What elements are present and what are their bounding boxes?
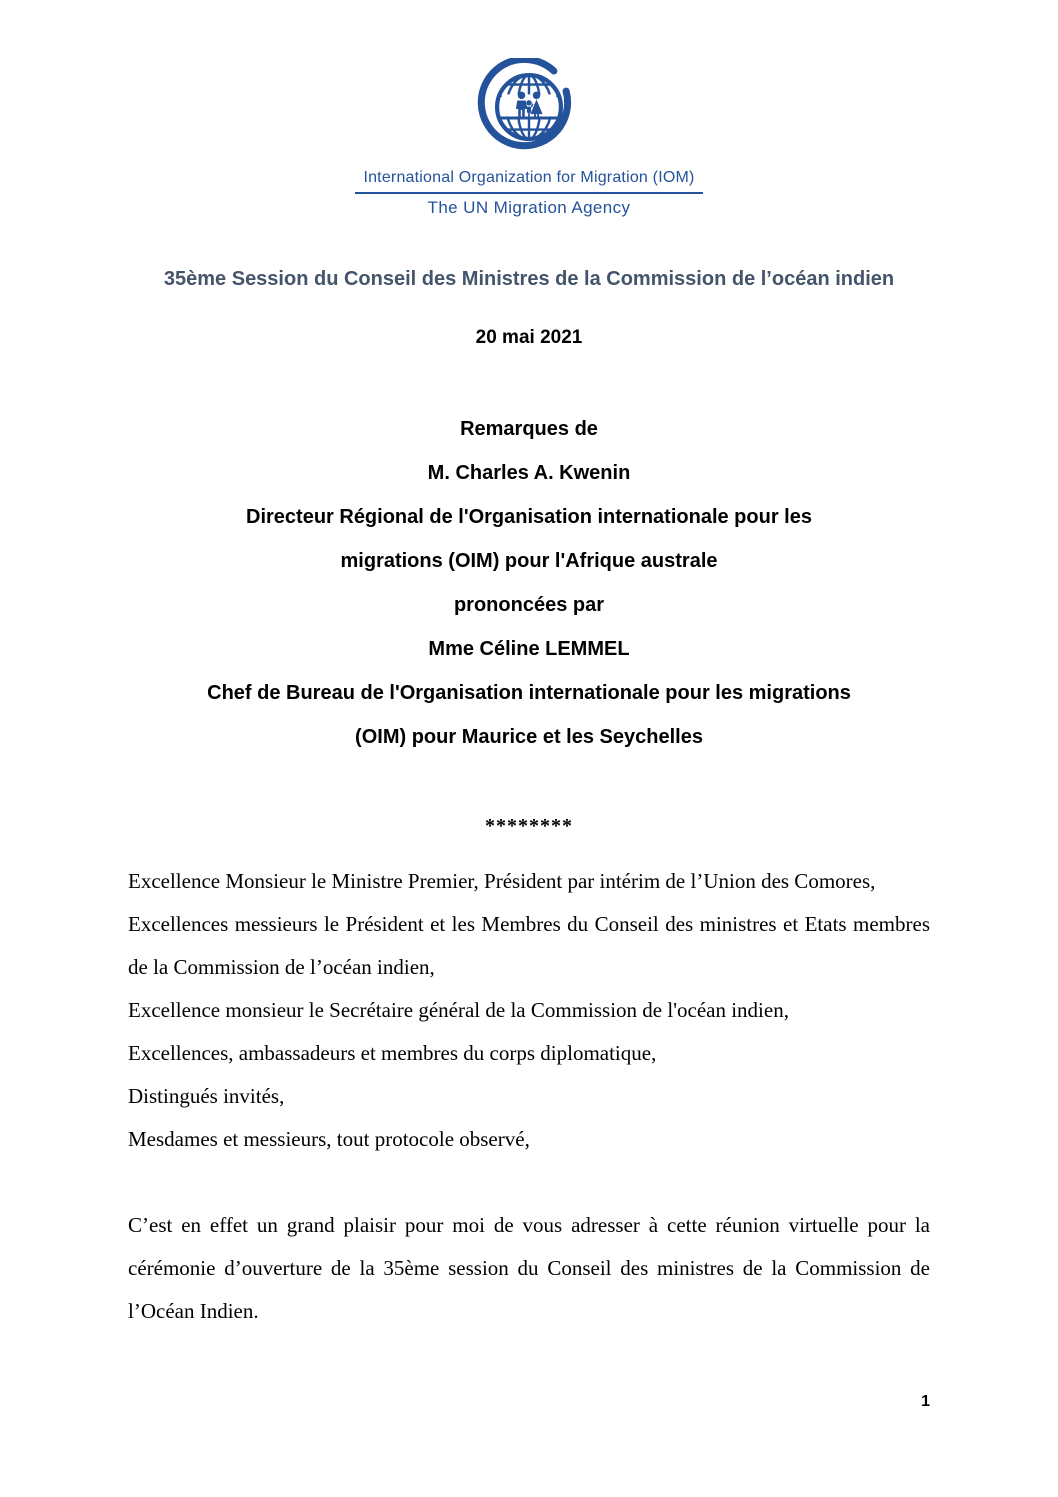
speaker-line: (OIM) pour Maurice et les Seychelles (355, 726, 703, 748)
document-title: 35ème Session du Conseil des Ministres de la Commission de l’océan indien (163, 268, 895, 290)
closing-paragraph: C’est en effet un grand plaisir pour moi de vous adresser à cette réunion virtuelle pour la cérémonie d’ouverture de la 35ème session du Conseil des ministres de la Commission de l’Océan Indien. (128, 1213, 930, 1323)
salutation-line: Mesdames et messieurs, tout protocole observé, (128, 1127, 530, 1151)
speaker-line: prononcées par (453, 594, 605, 616)
page-number: 1 (921, 1393, 930, 1410)
iom-logo (468, 58, 590, 158)
speech-body (128, 860, 930, 1333)
speaker-line: Remarques de (460, 418, 598, 440)
speaker-line: migrations (OIM) pour l'Afrique australe (340, 550, 718, 572)
speaker-line: Directeur Régional de l'Organisation internationale pour les (246, 506, 812, 528)
iom-globe-icon (468, 58, 590, 158)
speaker-line: Mme Céline LEMMEL (428, 638, 630, 660)
speaker-line: Chef de Bureau de l'Organisation internationale pour les migrations (207, 682, 851, 704)
salutation-line: Excellences messieurs le Président et les Membres du Conseil des ministres et Etats membres de la Commission de l’océan indien, (128, 912, 930, 979)
speaker-block (0, 407, 1058, 759)
org-tagline: The UN Migration Agency (427, 198, 631, 217)
document-date: 20 mai 2021 (475, 327, 583, 348)
org-name: International Organization for Migration (IOM) (363, 169, 695, 186)
asterisk-separator: ******** (485, 815, 573, 837)
salutation-line: Excellence Monsieur le Ministre Premier, Président par intérim de l’Union des Comores, (128, 869, 876, 893)
salutation-line: Distingués invités, (128, 1084, 285, 1108)
salutation-line: Excellence monsieur le Secrétaire général de la Commission de l'océan indien, (128, 998, 789, 1022)
speaker-line: M. Charles A. Kwenin (427, 462, 631, 484)
salutation-line: Excellences, ambassadeurs et membres du corps diplomatique, (128, 1041, 657, 1065)
letterhead (0, 0, 1058, 218)
letterhead-divider (355, 192, 703, 194)
